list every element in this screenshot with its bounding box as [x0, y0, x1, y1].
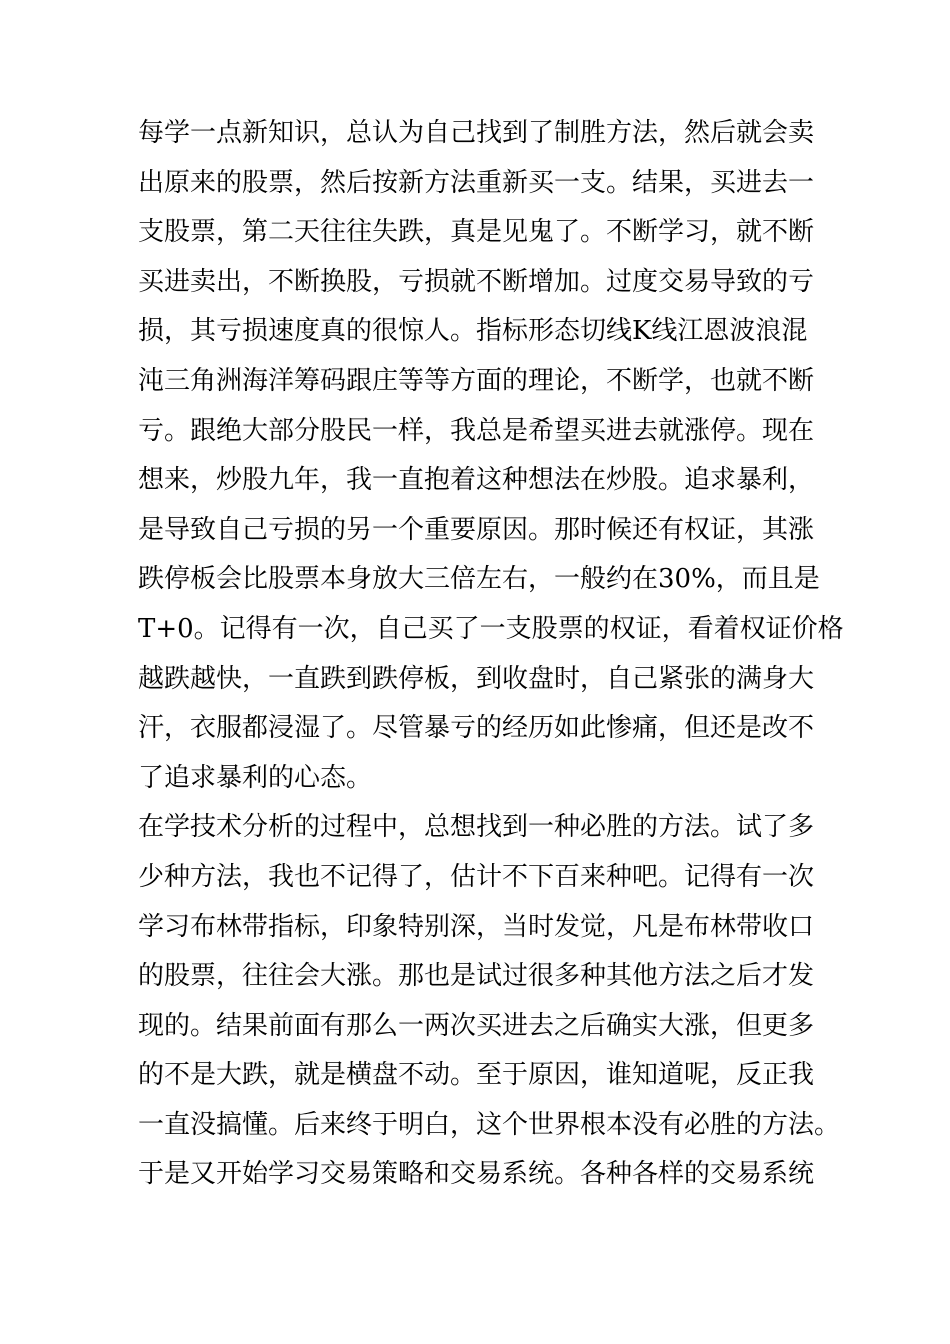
text-line: 的股票，往往会大涨。那也是试过很多种其他方法之后才发 — [138, 961, 815, 992]
text-line: 在学技术分析的过程中，总想找到一种必胜的方法。试了多 — [138, 812, 815, 843]
text-line: 想来，炒股九年，我一直抱着这种想法在炒股。追求暴利， — [138, 465, 815, 496]
text-line: 汗，衣服都浸湿了。尽管暴亏的经历如此惨痛，但还是改不 — [138, 713, 815, 744]
text-line: 学习布林带指标，印象特别深，当时发觉，凡是布林带收口 — [138, 911, 815, 942]
text-line: 亏。跟绝大部分股民一样，我总是希望买进去就涨停。现在 — [138, 415, 815, 446]
text-line: 一直没搞懂。后来终于明白，这个世界根本没有必胜的方法。 — [138, 1109, 841, 1140]
text-line: 沌三角洲海洋筹码跟庄等等方面的理论，不断学，也就不断 — [138, 365, 815, 396]
text-line: 跌停板会比股票本身放大三倍左右，一般约在30%，而且是 — [138, 564, 820, 595]
text-line: 的不是大跌，就是横盘不动。至于原因，谁知道呢，反正我 — [138, 1060, 815, 1091]
text-line: 出原来的股票，然后按新方法重新买一支。结果，买进去一 — [138, 167, 815, 198]
text-line: 越跌越快，一直跌到跌停板，到收盘时，自己紧张的满身大 — [138, 663, 815, 694]
text-line: 少种方法，我也不记得了，估计不下百来种吧。记得有一次 — [138, 861, 815, 892]
text-line: 每学一点新知识，总认为自己找到了制胜方法，然后就会卖 — [138, 118, 815, 148]
text-line: 损，其亏损速度真的很惊人。指标形态切线K线江恩波浪混 — [138, 316, 808, 347]
text-line: 是导致自己亏损的另一个重要原因。那时候还有权证，其涨 — [138, 514, 815, 545]
text-line: 于是又开始学习交易策略和交易系统。各种各样的交易系统 — [138, 1159, 815, 1190]
text-line: 支股票，第二天往往失跌，真是见鬼了。不断学习，就不断 — [138, 217, 815, 248]
text-line: 买进卖出，不断换股，亏损就不断增加。过度交易导致的亏 — [138, 266, 815, 297]
text-line: 了追求暴利的心态。 — [138, 762, 373, 793]
body-text — [138, 109, 844, 1200]
text-line: T+0。记得有一次，自己买了一支股票的权证，看着权证价格 — [138, 613, 844, 644]
text-line: 现的。结果前面有那么一两次买进去之后确实大涨，但更多 — [138, 1010, 815, 1041]
